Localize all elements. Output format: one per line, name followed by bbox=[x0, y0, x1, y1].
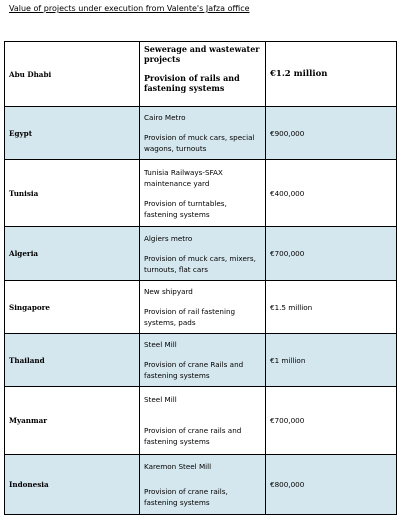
project-name: Sewerage and wastewater projects bbox=[144, 44, 260, 64]
project-description: Provision of rails and fastening systems bbox=[144, 73, 240, 93]
value-cell: €1.2 million bbox=[266, 42, 397, 107]
project-description: Provision of turntables, fastening systems bbox=[144, 198, 227, 219]
project-description: Provision of muck cars, mixers, turnouts, flat cars bbox=[144, 253, 256, 274]
project-description: Provision of crane rails, fastening systems bbox=[144, 487, 228, 507]
value-cell: €700,000 bbox=[266, 227, 397, 281]
project-cell bbox=[140, 227, 266, 281]
table-row-abu-dhabi bbox=[5, 42, 397, 107]
project-cell bbox=[140, 281, 266, 334]
table-row-singapore bbox=[5, 281, 397, 334]
table-row-myanmar bbox=[5, 387, 397, 455]
country-cell: Abu Dhabi bbox=[5, 42, 140, 107]
value-cell: €1 million bbox=[266, 334, 397, 387]
country-cell: Algeria bbox=[5, 227, 140, 281]
project-name: Steel Mill bbox=[144, 340, 177, 349]
project-name: New shipyard bbox=[144, 287, 193, 296]
value-cell: €900,000 bbox=[266, 107, 397, 160]
project-name: Cairo Metro bbox=[144, 113, 186, 122]
project-description: Provision of crane rails and fastening systems bbox=[144, 426, 242, 446]
project-description: Provision of crane Rails and fastening systems bbox=[144, 360, 244, 380]
project-name: Tunisia Railways-SFAX maintenance yard bbox=[144, 167, 223, 188]
value-cell: €400,000 bbox=[266, 160, 397, 227]
project-description: Provision of muck cars, special wagons, turnouts bbox=[144, 133, 255, 153]
project-cell bbox=[140, 107, 266, 160]
project-name: Karemon Steel Mill bbox=[144, 462, 212, 471]
country-cell: Indonesia bbox=[5, 455, 140, 515]
table-caption: Value of projects under execution from Valente's Jafza office bbox=[9, 4, 250, 13]
project-cell bbox=[140, 42, 266, 107]
country-cell: Egypt bbox=[5, 107, 140, 160]
table-row-egypt bbox=[5, 107, 397, 160]
project-cell bbox=[140, 455, 266, 515]
project-name: Algiers metro bbox=[144, 233, 193, 243]
table-row-thailand bbox=[5, 334, 397, 387]
table-row-indonesia bbox=[5, 455, 397, 515]
value-cell: €800,000 bbox=[266, 455, 397, 515]
country-cell: Thailand bbox=[5, 334, 140, 387]
table-row-tunisia bbox=[5, 160, 397, 227]
value-cell: €700,000 bbox=[266, 387, 397, 455]
project-cell bbox=[140, 387, 266, 455]
table-row-algeria bbox=[5, 227, 397, 281]
project-cell bbox=[140, 334, 266, 387]
country-cell: Singapore bbox=[5, 281, 140, 334]
country-cell: Myanmar bbox=[5, 387, 140, 455]
project-description: Provision of rail fastening systems, pads bbox=[144, 307, 236, 327]
project-cell bbox=[140, 160, 266, 227]
project-name: Steel Mill bbox=[144, 395, 177, 404]
value-cell: €1.5 million bbox=[266, 281, 397, 334]
country-cell: Tunisia bbox=[5, 160, 140, 227]
projects-table bbox=[4, 41, 397, 515]
